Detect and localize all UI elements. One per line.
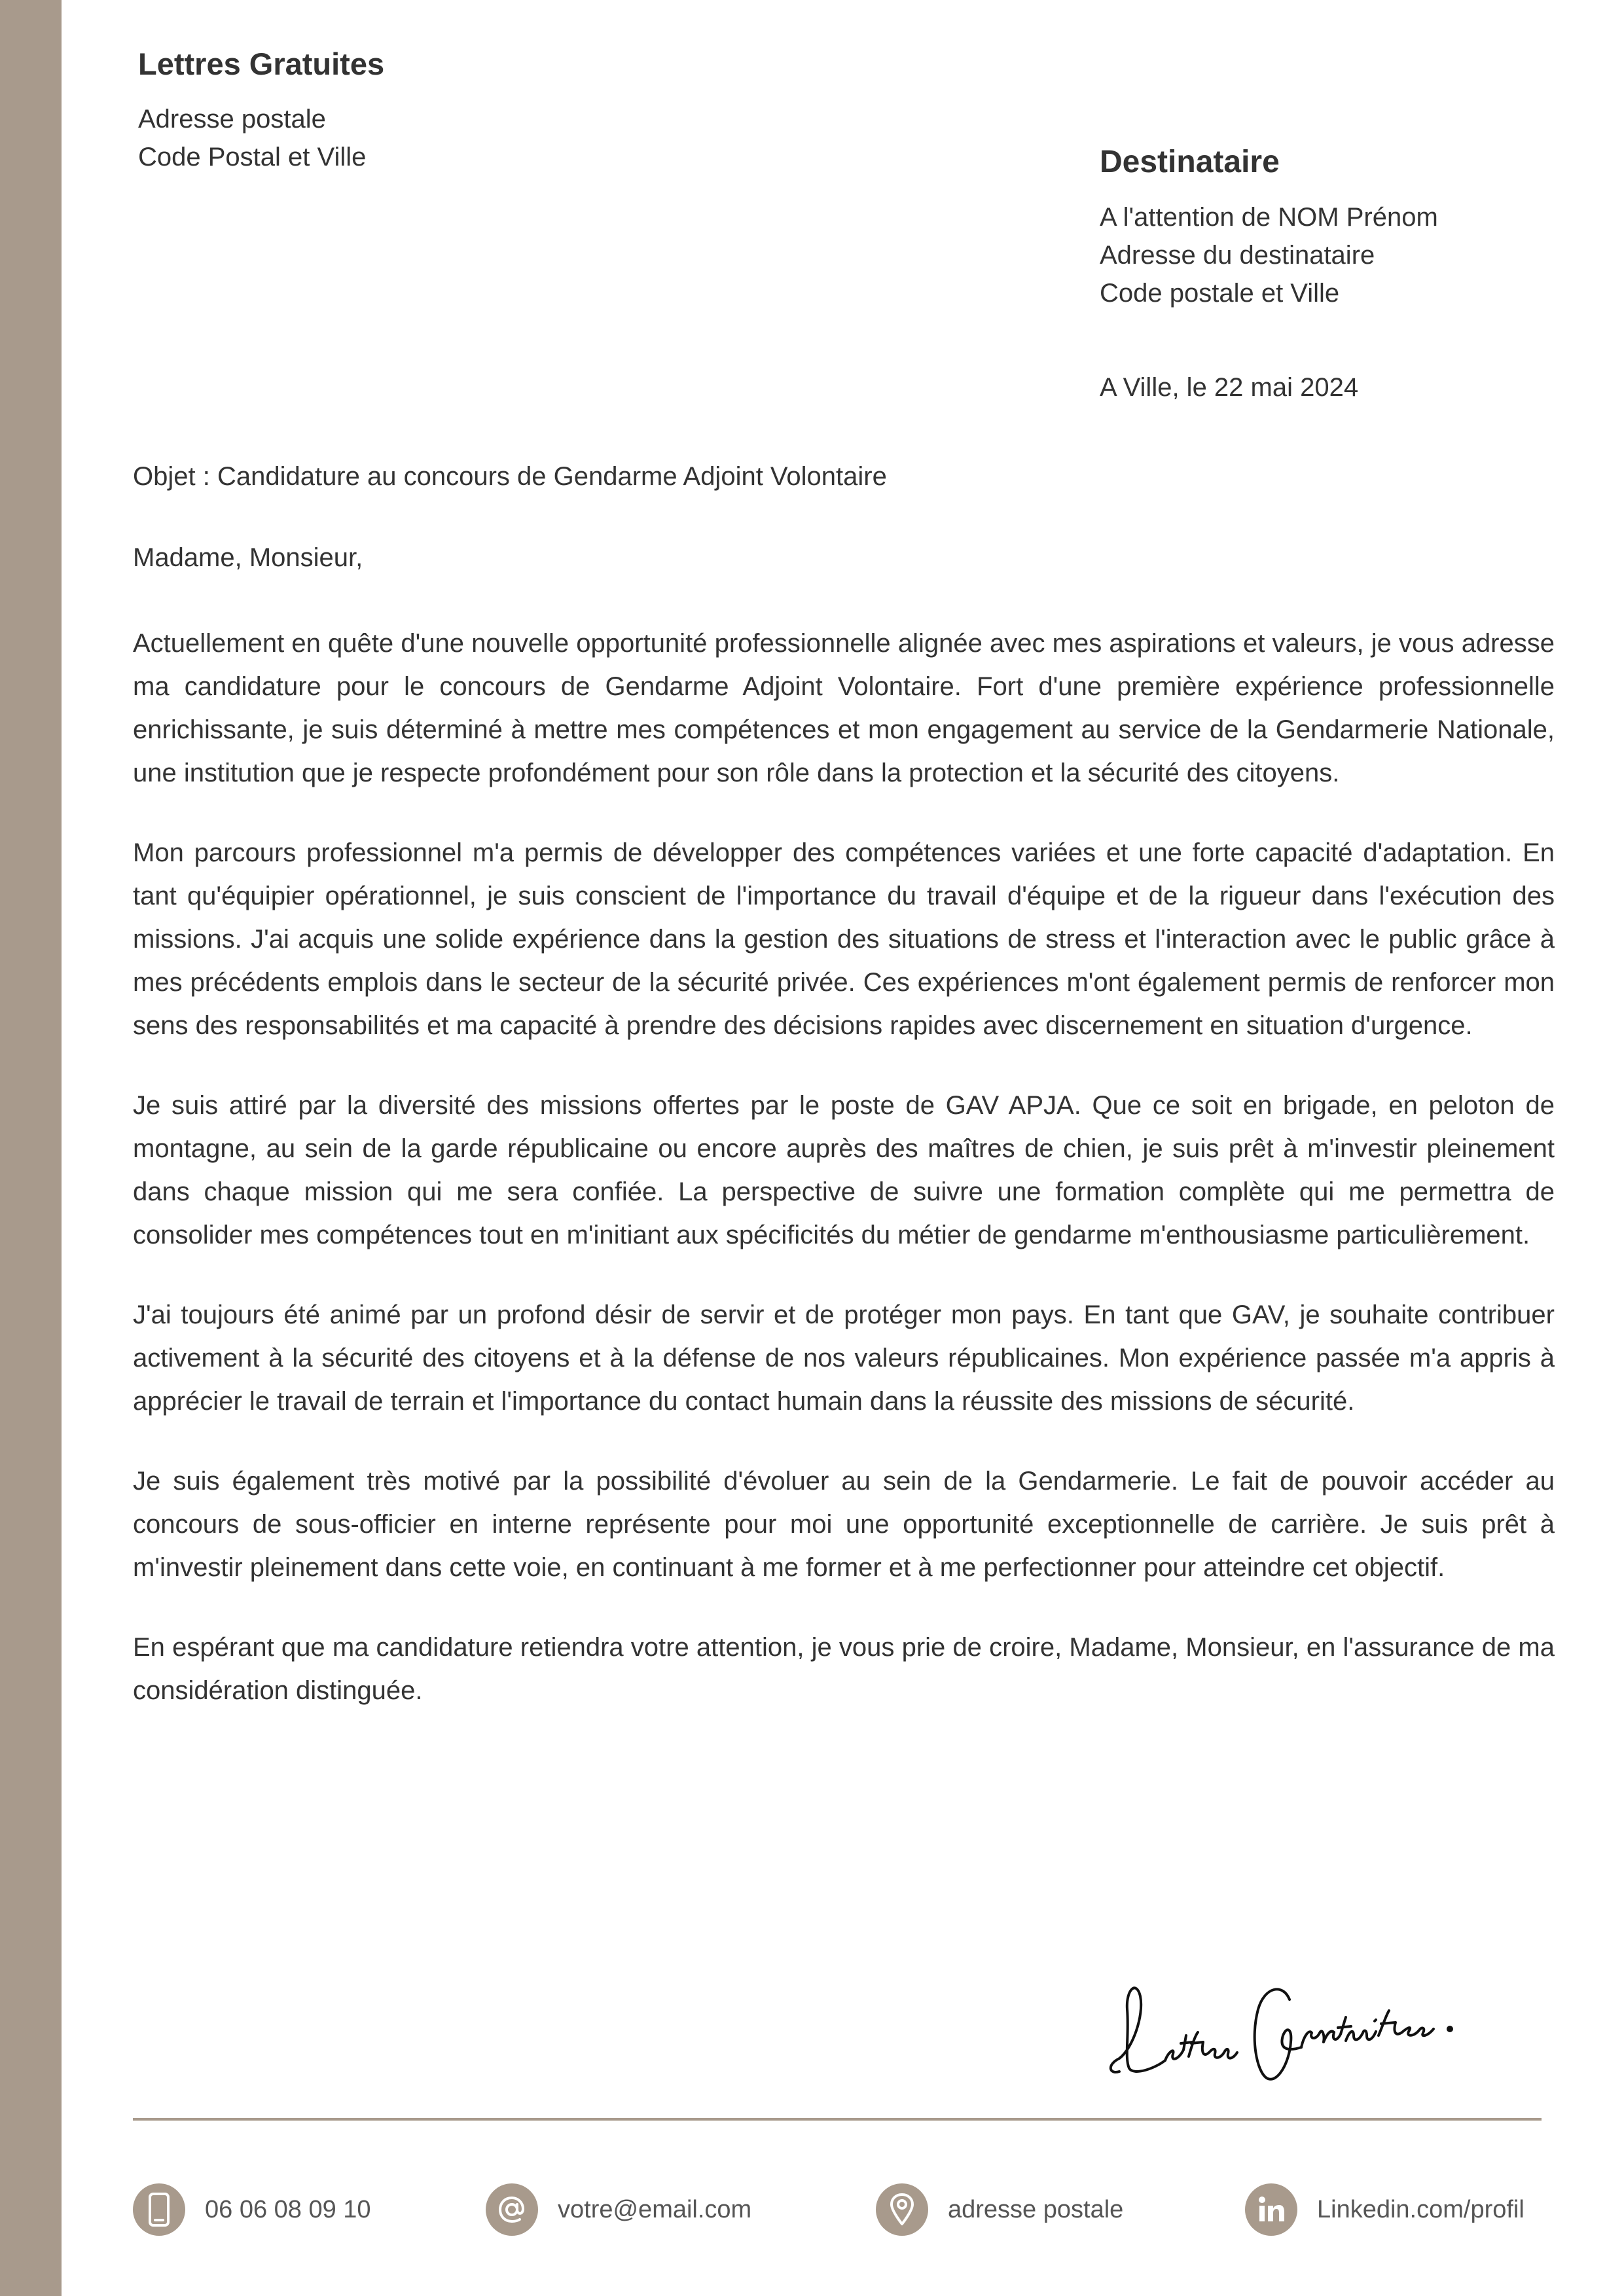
at-sign-icon	[486, 2183, 538, 2236]
footer-divider	[133, 2118, 1542, 2121]
body-paragraph: Mon parcours professionnel m'a permis de développer des compétences variées et une forte capacité d'adaptation. En tant qu'équipier opérationnel, je suis conscient de l'importance du travail d'équipe et de la rigueur dans l'exécution des missions. J'ai acquis une solide expérience dans la gestion des situations de stress et l'interaction avec le public grâce à mes précédents emplois dans le secteur de la sécurité privée. Ces expériences m'ont également permis de renforcer mon sens des responsabilités et ma capacité à prendre des décisions rapides avec discernement en situation d'urgence.	[133, 838, 1555, 1040]
body-paragraph: Je suis également très motivé par la possibilité d'évoluer au sein de la Gendarmerie. Le fait de pouvoir accéder au concours de sous-officier en interne représente pour moi une opportunité exceptionnelle de carrière. Je suis prêt à m'investir pleinement dans cette voie, en continuant à me former et à me perfectionner pour atteindre cet objectif.	[133, 1467, 1555, 1582]
phone-text: 06 06 08 09 10	[205, 2195, 371, 2223]
email-text[interactable]: votre@email.com	[558, 2195, 752, 2223]
phone-icon	[133, 2183, 185, 2236]
recipient-address: Adresse du destinataire	[1100, 241, 1375, 270]
letter-subject: Objet : Candidature au concours de Gendarme Adjoint Volontaire	[133, 462, 887, 491]
address-text: adresse postale	[948, 2195, 1124, 2223]
footer-email[interactable]	[486, 2183, 751, 2236]
handwritten-signature	[1093, 1937, 1486, 2088]
sender-name: Lettres Gratuites	[138, 46, 385, 81]
footer-linkedin[interactable]	[1245, 2183, 1525, 2236]
letter-date: A Ville, le 22 mai 2024	[1100, 373, 1359, 402]
recipient-attention: A l'attention de NOM Prénom	[1100, 203, 1438, 232]
body-paragraph: Actuellement en quête d'une nouvelle opportunité professionnelle alignée avec mes aspirations et valeurs, je vous adresse ma candidature pour le concours de Gendarme Adjoint Volontaire. Fort d'une première expérience professionnelle enrichissante, je suis déterminé à mettre mes compétences et mon engagement au service de la Gendarmerie Nationale, une institution que je respecte profondément pour son rôle dans la protection et la sécurité des citoyens.	[133, 629, 1555, 787]
recipient-title: Destinataire	[1100, 145, 1280, 179]
body-paragraph: Je suis attiré par la diversité des missions offertes par le poste de GAV APJA. Que ce soit en brigade, en peloton de montagne, au sein de la garde républicaine ou encore auprès des maîtres de chien, je suis prêt à m'investir pleinement dans chaque mission qui me sera confiée. La perspective de suivre une formation complète qui me permettra de consolider mes compétences tout en m'initiant aux spécificités du métier de gendarme m'enthousiasme particulièrement.	[133, 1091, 1555, 1249]
footer-phone	[133, 2183, 371, 2236]
linkedin-icon	[1245, 2183, 1297, 2236]
sender-block	[138, 46, 384, 176]
location-pin-icon	[876, 2183, 928, 2236]
body-paragraph: En espérant que ma candidature retiendra votre attention, je vous prie de croire, Madame, Monsieur, en l'assurance de ma considération distinguée.	[133, 1633, 1555, 1705]
sender-address: Adresse postale	[138, 105, 326, 134]
letter-body	[133, 622, 1555, 1749]
side-accent-bar	[0, 0, 62, 2296]
footer-address	[876, 2183, 1123, 2236]
letter-salutation: Madame, Monsieur,	[133, 543, 363, 572]
linkedin-text[interactable]: Linkedin.com/profil	[1317, 2195, 1525, 2223]
body-paragraph: J'ai toujours été animé par un profond désir de servir et de protéger mon pays. En tant que GAV, je souhaite contribuer activement à la sécurité des citoyens et à la défense de nos valeurs républicaines. Mon expérience passée m'a appris à apprécier le travail de terrain et l'importance du contact humain dans la réussite des missions de sécurité.	[133, 1300, 1555, 1416]
sender-city: Code Postal et Ville	[138, 143, 367, 171]
recipient-city: Code postale et Ville	[1100, 279, 1340, 308]
recipient-block	[1100, 144, 1438, 312]
